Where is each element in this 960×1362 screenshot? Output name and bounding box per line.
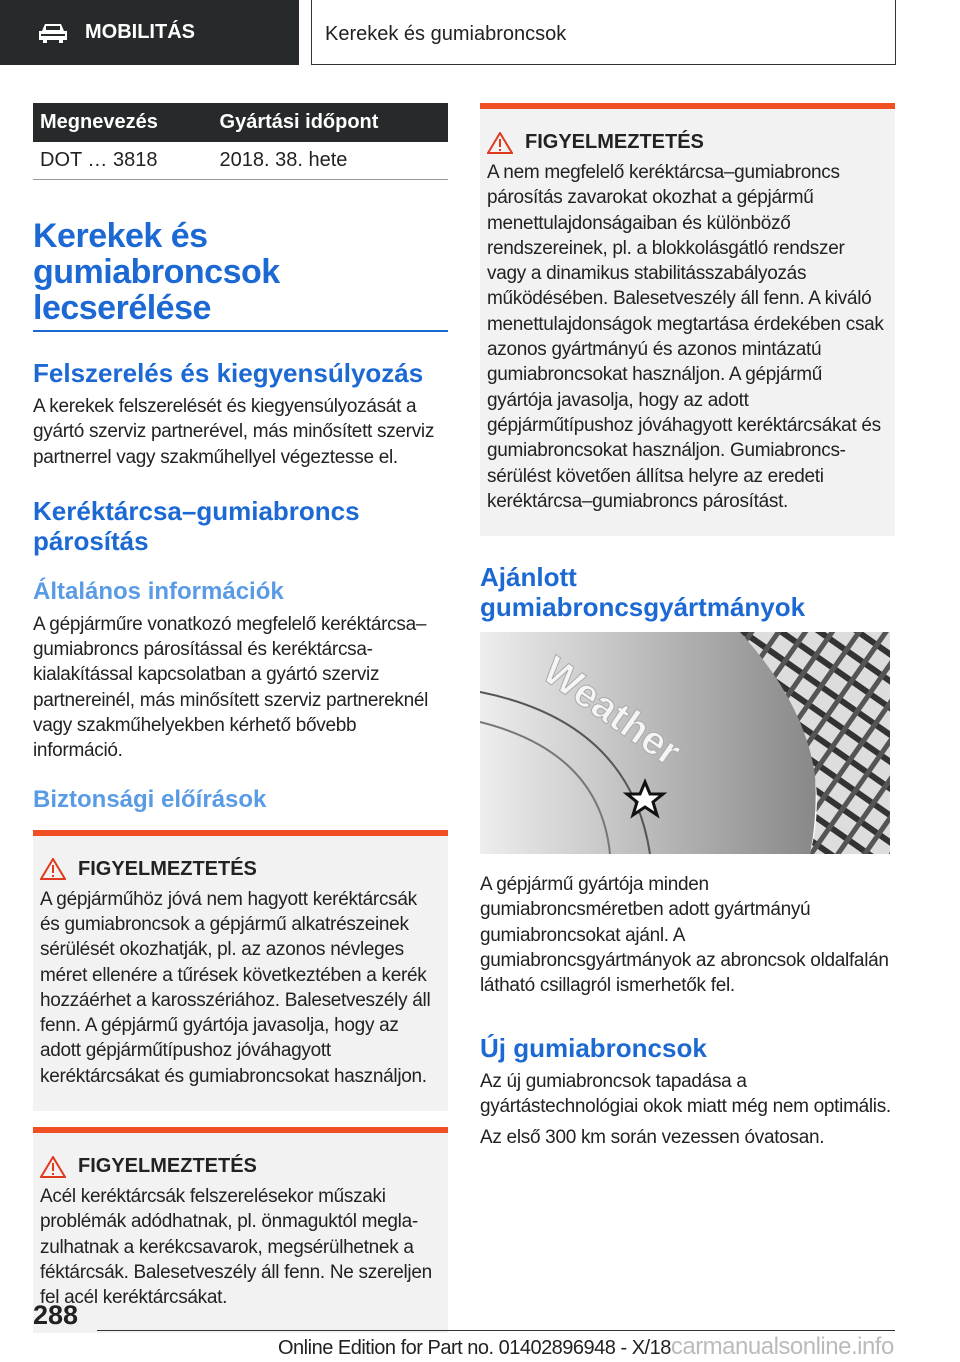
watermark: carmanualsonline.info bbox=[670, 1333, 894, 1360]
footer-divider bbox=[97, 1330, 895, 1331]
warning-box bbox=[33, 830, 448, 1111]
warning-icon bbox=[487, 132, 513, 154]
table-row bbox=[33, 142, 448, 180]
edition-text: Online Edition for Part no. 01402896948 - X/18 bbox=[278, 1337, 671, 1359]
paragraph-new-1: Az új gumiabroncsok tapadása a gyártástechnológiai okok miatt még nem optimális. bbox=[480, 1070, 891, 1117]
heading-safety: Biztonsági előírások bbox=[33, 785, 267, 813]
heading-pairing: Keréktárcsa–gumiabroncs párosítás bbox=[33, 495, 360, 556]
warning-text: Acél keréktárcsák felszerelésekor műszaki problémák adódhatnak, pl. önmaguktól meglazulhatnak a kerékcsavarok, megsérülhetnek a féktárcsák. Balesetveszély áll fenn. Ne szereljen fel acél keréktárcsákat. bbox=[40, 1186, 432, 1309]
warning-title: FIGYELMEZTETÉS bbox=[525, 131, 704, 153]
footer bbox=[278, 1333, 894, 1361]
tire-sidewall-illustration bbox=[480, 632, 890, 854]
paragraph-mount: A kerekek felszerelését és kiegyensúlyozását a gyártó szerviz partnerével, más minősített szerviz partnerrel vagy szakműhellyel végeztesse el. bbox=[33, 396, 435, 468]
warning-text: A nem megfelelő keréktárcsa–gumiabroncs párosítás zavarokat okozhat a gépjármű menettulajdonságaiban és különböző rendszereinek, pl. a blokkolásgátló rendszer vagy a dinamikus stabilitásszabályozás működésében. Balesetveszély áll fenn. A kiváló menettulajdonságok megtartása érdekében csak azonos gyártmányú és azonos mintázatú gumiabroncsokat használjon. A gépjármű gyártója javasolja, hogy az adott gépjárműtípushoz jóváhagyott keréktárcsákat és gumiabroncsokat használjon. Gumiabroncs-sérülést követően állítsa helyre az eredeti keréktárcsa–gumiabroncs párosítást. bbox=[487, 162, 884, 512]
chapter-header bbox=[311, 0, 896, 65]
section-header bbox=[0, 0, 299, 65]
warning-text: A gépjárműhöz jóvá nem hagyott keréktárcsák és gumiabroncsok a gépjármű alkatrészeinek sérülését okozhatják, pl. az azonos névleges méret ellenére a tűrések következtében a kerék hozzáérhet a karosszériához. Balesetveszély áll fenn. A gépjármű gyártója javasolja, hogy az adott gépjárműtípushoz jóváhagyott keréktárcsákat és gumiabroncsokat használjon. bbox=[40, 888, 431, 1087]
section-title: MOBILITÁS bbox=[85, 21, 195, 43]
heading-mount: Felszerelés és kiegyensúlyozás bbox=[33, 358, 424, 388]
heading-recommended: Ajánlott gumiabroncsgyártmányok bbox=[480, 562, 806, 623]
table-cell: DOT … 3818 bbox=[33, 142, 213, 180]
left-column bbox=[33, 103, 448, 1333]
page-title: Kerekek és gumiabroncsok lecserélése bbox=[33, 218, 448, 332]
warning-title: FIGYELMEZTETÉS bbox=[78, 1155, 257, 1178]
page-number: 288 bbox=[33, 1300, 79, 1330]
warning-icon bbox=[40, 1156, 66, 1178]
heading-new-tires: Új gumiabroncsok bbox=[480, 1032, 707, 1063]
warning-box bbox=[33, 1127, 448, 1332]
chapter-title: Kerekek és gumiabroncsok bbox=[325, 22, 567, 45]
dot-table bbox=[33, 103, 448, 180]
right-column bbox=[480, 103, 895, 1151]
car-icon bbox=[37, 22, 69, 44]
heading-general: Általános információk bbox=[33, 577, 284, 605]
warning-title: FIGYELMEZTETÉS bbox=[78, 857, 257, 880]
table-header: Gyártási időpont bbox=[213, 103, 448, 142]
warning-box bbox=[480, 103, 895, 536]
paragraph-recommended: A gépjármű gyártója minden gumiabroncsméretben adott gyártmányú gumiabroncsokat ajánl. A gumiabroncsgyártmányok az abroncsok oldalfalán látható csillagról ismerhetők fel. bbox=[480, 874, 889, 997]
paragraph-general: A gépjárműre vonatkozó megfelelő keréktárcsa–gumiabroncs párosítással és keréktárcsa-kialakítással kapcsolatban a gyártó szerviz partnereinél, más minősített szerviz partnereknél vagy szakműhelyekben kérhető bővebb információ. bbox=[33, 613, 429, 762]
table-cell: 2018. 38. hete bbox=[213, 142, 448, 180]
tire-brand-text: Weather bbox=[534, 648, 689, 775]
table-header: Megnevezés bbox=[33, 103, 213, 142]
warning-icon bbox=[40, 858, 66, 880]
paragraph-new-2: Az első 300 km során vezessen óvatosan. bbox=[480, 1127, 825, 1149]
